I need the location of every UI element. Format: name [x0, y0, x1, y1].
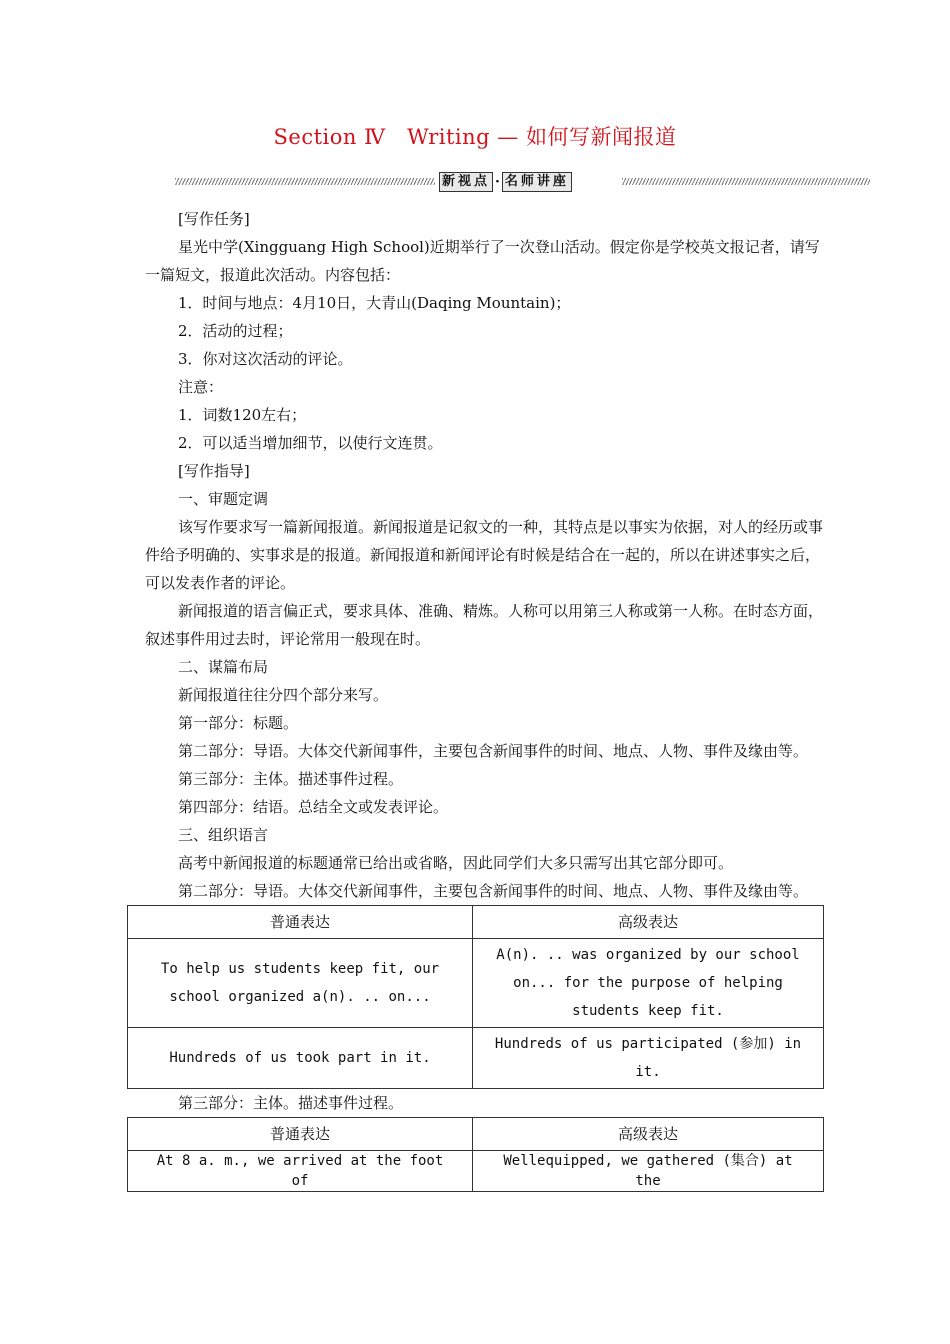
heading-writing-guide: [写作指导] — [178, 462, 250, 480]
language-intro: 高考中新闻报道的标题通常已给出或省略，因此同学们大多只需写出其它部分即可。 — [178, 854, 734, 872]
layout-part-4: 第四部分：结语。总结全文或发表评论。 — [178, 798, 449, 816]
task-item-3: 3．你对这次活动的评论。 — [178, 350, 353, 368]
layout-part-1: 第一部分：标题。 — [178, 714, 299, 732]
page-title: Section Ⅳ Writing — 如何写新闻报道 — [273, 125, 677, 149]
table-header-cell: 普通表达 — [128, 906, 473, 939]
table-header-row — [128, 1118, 824, 1151]
table-header-cell: 普通表达 — [128, 1118, 473, 1151]
table-row — [128, 1028, 824, 1089]
table-cell: Hundreds of us took part in it. — [128, 1028, 473, 1089]
task-item-1: 1．时间与地点：4月10日，大青山(Daqing Mountain)； — [178, 294, 571, 312]
subheading-2: 二、谋篇布局 — [178, 658, 269, 676]
table-cell: At 8 a. m., we arrived at the foot of — [128, 1151, 473, 1192]
language-part-3: 第三部分：主体。描述事件过程。 — [178, 1094, 404, 1112]
table-cell: Wellequipped, we gathered (集合) at the — [473, 1151, 824, 1192]
banner-hatch-left — [175, 178, 435, 185]
banner-badge-teacher-lecture: 名师讲座 — [502, 172, 572, 192]
heading-writing-task: [写作任务] — [178, 210, 250, 228]
banner-badge-new-viewpoint: 新视点 — [439, 172, 493, 192]
guide-paragraph-1: 该写作要求写一篇新闻报道。新闻报道是记叙文的一种，其特点是以事实为依据，对人的经历或事件给予明确的、实事求是的报道。新闻报道和新闻评论有时候是结合在一起的，所以在讲述事实之后，可以发表作者的评论。 — [145, 518, 824, 592]
table-header-cell: 高级表达 — [473, 906, 824, 939]
banner-badges — [439, 171, 572, 193]
layout-part-2: 第二部分：导语。大体交代新闻事件，主要包含新闻事件的时间、地点、人物、事件及缘由等。 — [178, 742, 809, 760]
note-item-1: 1．词数120左右； — [178, 406, 307, 424]
table-header-row — [128, 906, 824, 939]
layout-part-3: 第三部分：主体。描述事件过程。 — [178, 770, 404, 788]
banner-dot: · — [495, 174, 500, 190]
language-part-2: 第二部分：导语。大体交代新闻事件，主要包含新闻事件的时间、地点、人物、事件及缘由等。 — [178, 882, 809, 900]
task-description: 星光中学(Xingguang High School)近期举行了一次登山活动。假定你是学校英文报记者，请写一篇短文，报道此次活动。内容包括： — [145, 238, 820, 284]
guide-paragraph-2: 新闻报道的语言偏正式，要求具体、准确、精炼。人称可以用第三人称或第一人称。在时态方面，叙述事件用过去时，评论常用一般现在时。 — [145, 602, 824, 648]
table-cell: A(n). .. was organized by our school on... for the purpose of helping students keep fit. — [473, 939, 824, 1028]
task-item-2: 2．活动的过程； — [178, 322, 293, 340]
expression-table-1 — [127, 905, 824, 1089]
expression-table-2 — [127, 1117, 824, 1192]
layout-intro: 新闻报道往往分四个部分来写。 — [178, 686, 389, 704]
banner-hatch-right — [622, 178, 870, 185]
document-body — [145, 205, 825, 1192]
table-cell: Hundreds of us participated (参加) in it. — [473, 1028, 824, 1089]
table-cell: To help us students keep fit, our school organized a(n). .. on... — [128, 939, 473, 1028]
subheading-3: 三、组织语言 — [178, 826, 269, 844]
table-header-cell: 高级表达 — [473, 1118, 824, 1151]
table-row — [128, 939, 824, 1028]
notes-label: 注意： — [178, 378, 224, 396]
subheading-1: 一、审题定调 — [178, 490, 269, 508]
note-item-2: 2．可以适当增加细节，以使行文连贯。 — [178, 434, 443, 452]
table-row — [128, 1151, 824, 1192]
section-banner — [175, 170, 870, 194]
